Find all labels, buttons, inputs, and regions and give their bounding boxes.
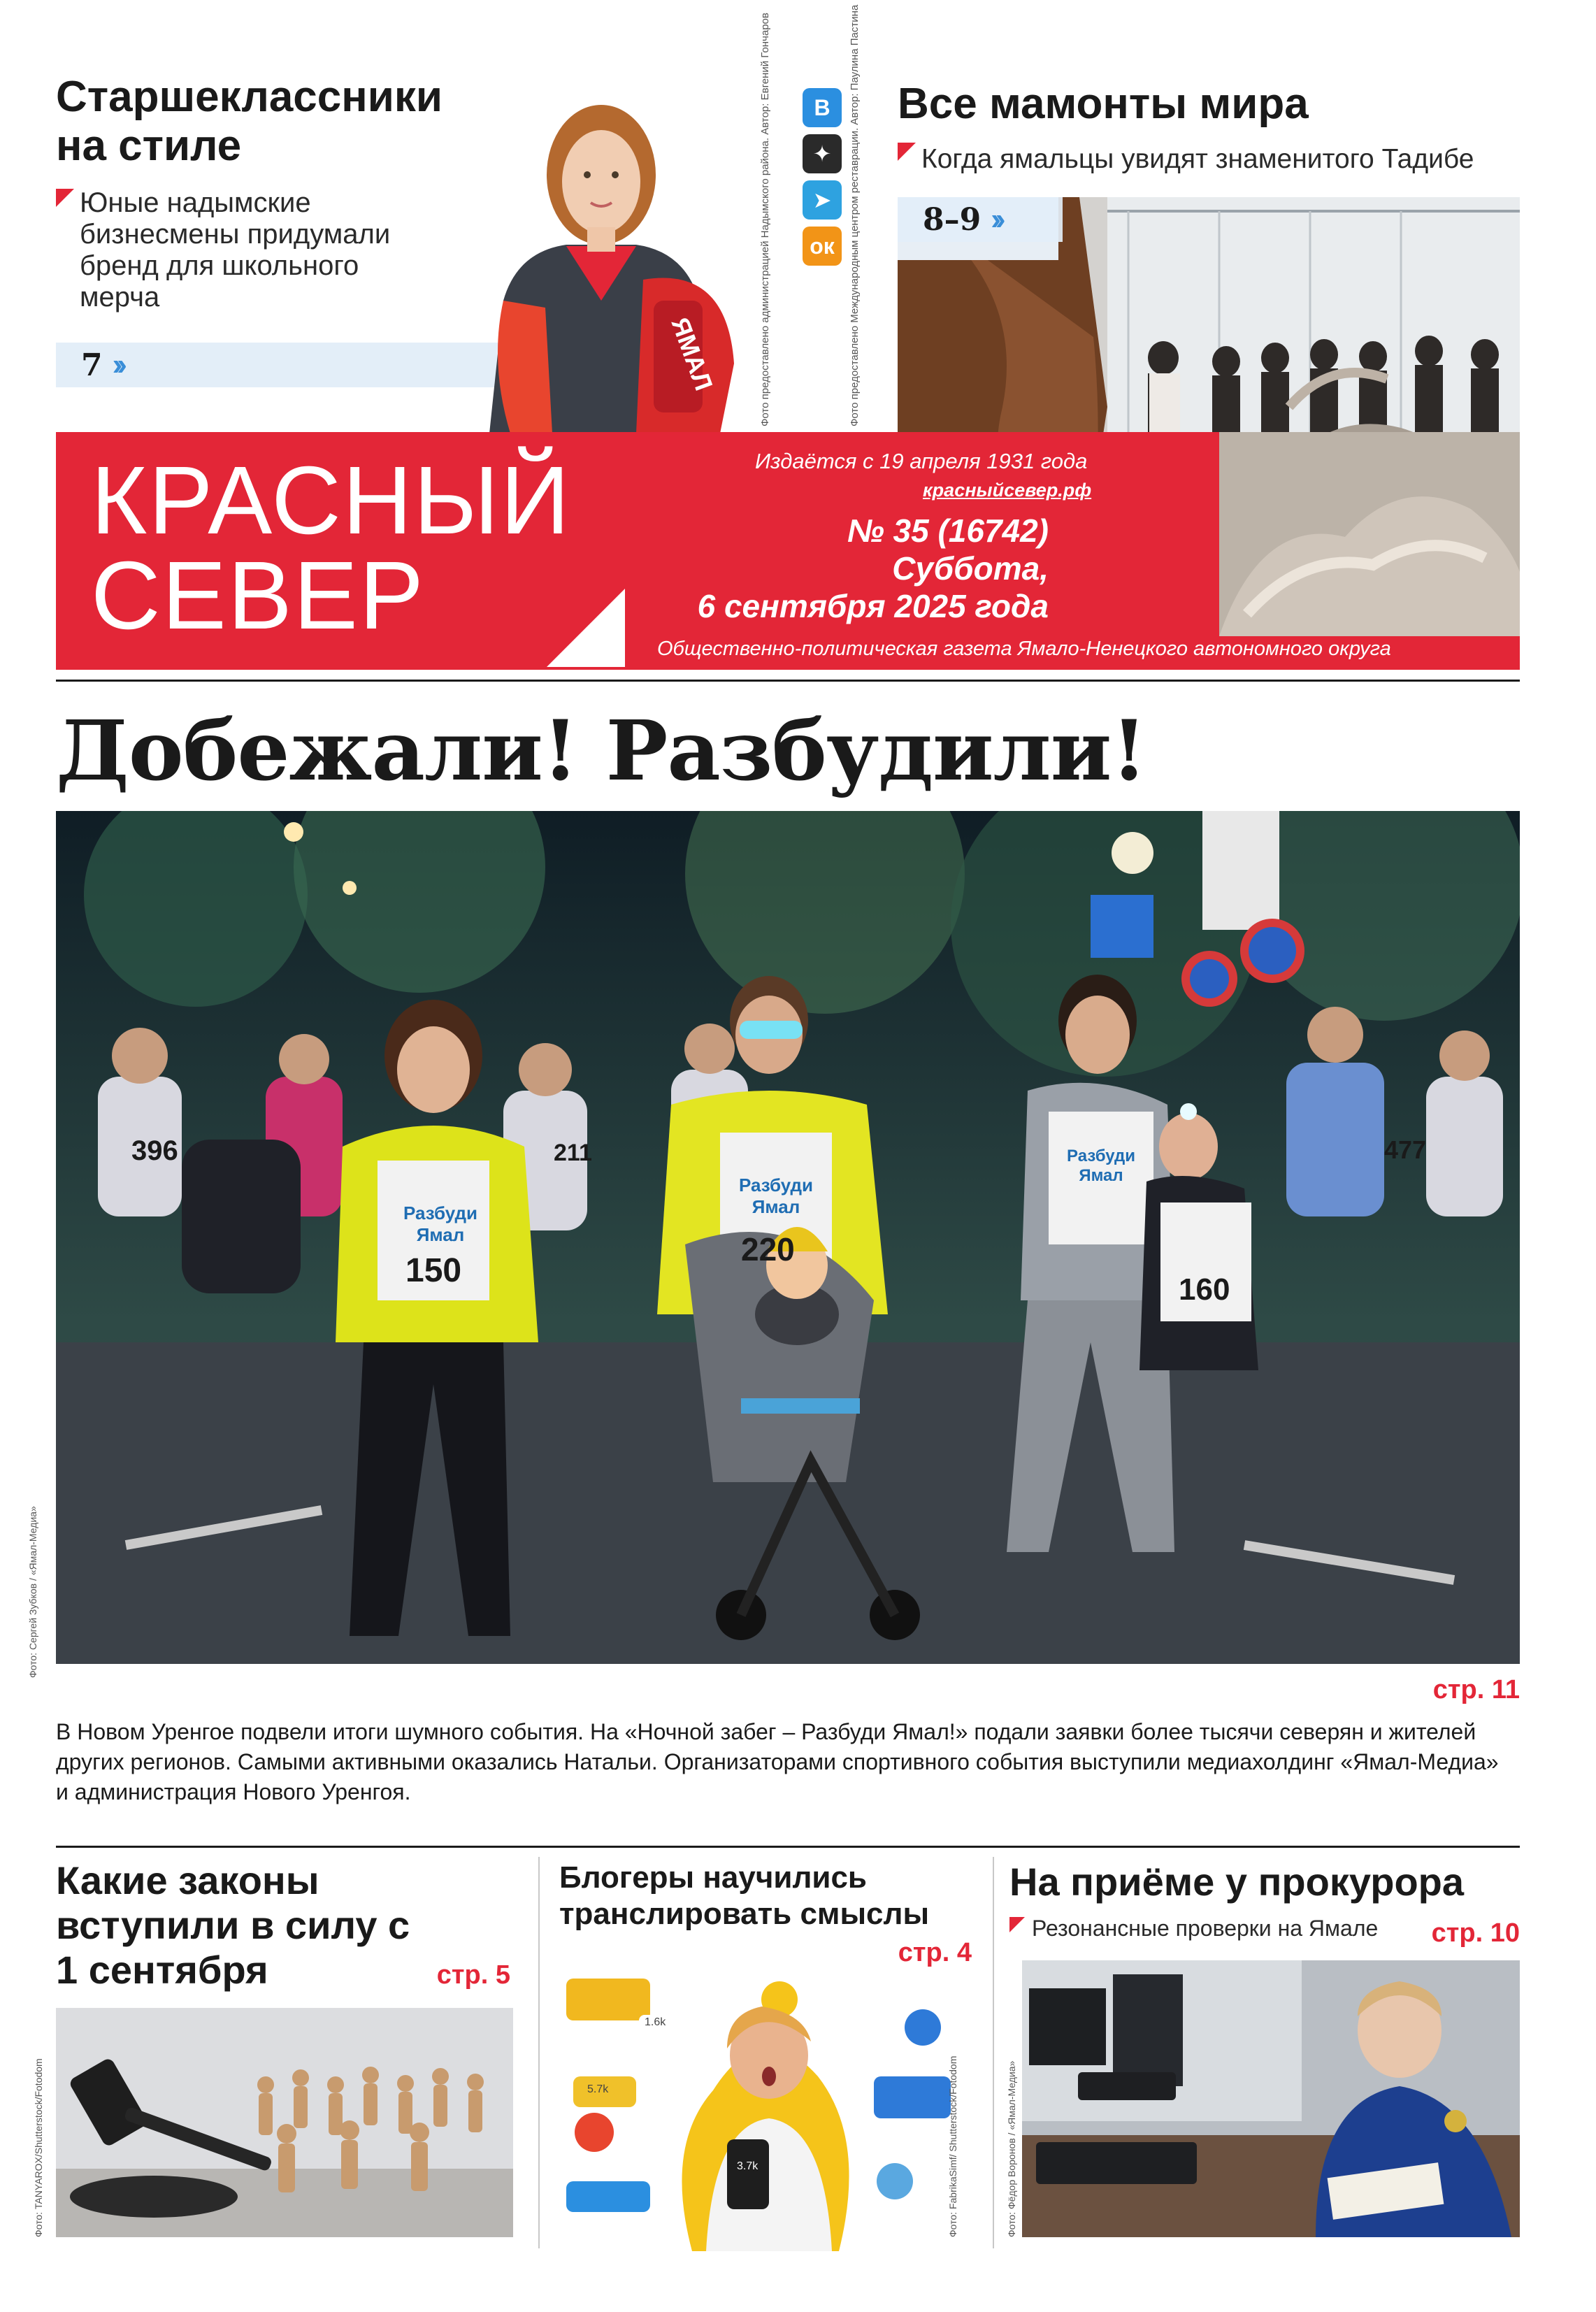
- shirt-logo: Разбуди Ямал: [1067, 1147, 1135, 1185]
- prosecutor-photo: [1022, 1960, 1520, 2237]
- vk-icon[interactable]: В: [803, 88, 842, 127]
- red-corner-icon: [56, 189, 74, 207]
- masthead-title-line2: СЕВЕР: [91, 542, 425, 649]
- bottom-3-headline[interactable]: На приёме у прокурора: [1009, 1860, 1465, 1904]
- shirt-logo: Разбуди Ямал: [738, 1175, 814, 1217]
- page-number: 7: [81, 347, 103, 383]
- svg-text:ЯМАЛ: ЯМАЛ: [666, 313, 719, 394]
- red-corner-icon: [898, 143, 916, 161]
- teaser-right-lead: Когда ямальцы увидят знаменитого Тадибе: [921, 144, 1474, 174]
- photo-credit-right: Фото предоставлено Международным центром реставрации. Автор: Паулина Пастина: [849, 4, 861, 426]
- issue-number: № 35 (16742): [847, 512, 1049, 549]
- teaser-left-lead: Юные надымские бизнесмены придумали бренд для школьного мерча: [80, 187, 391, 313]
- main-headline[interactable]: Добежали! Разбудили!: [56, 702, 1147, 799]
- section-rule: [56, 1846, 1520, 1848]
- bib-number: 160: [1179, 1272, 1230, 1307]
- bubble-count: 3.7k: [737, 2160, 759, 2172]
- masthead-since: Издаётся с 19 апреля 1931 года: [755, 449, 1088, 473]
- main-page-ref[interactable]: стр. 11: [1432, 1675, 1520, 1704]
- red-corner-icon: [1009, 1917, 1025, 1932]
- masthead-issue: [629, 512, 1049, 625]
- column-divider: [538, 1857, 540, 2248]
- bottom-1-photo-credit: Фото: TANYAROX/Shutterstock/Fotodom: [33, 2058, 44, 2237]
- bib-number: 220: [741, 1231, 795, 1268]
- bottom-3-lead: Резонансные проверки на Ямале: [1032, 1916, 1379, 1941]
- chevron-right-icon: ››: [991, 202, 1000, 236]
- gavel-photo: [56, 2008, 513, 2237]
- masthead-title-line1: КРАСНЫЙ: [91, 447, 571, 554]
- bottom-1-headline[interactable]: Какие законы вступили в силу с 1 сентября: [56, 1858, 410, 1992]
- bib-number: 396: [131, 1135, 178, 1166]
- column-divider: [993, 1857, 994, 2248]
- student-photo: [461, 70, 741, 433]
- bib-number: 150: [405, 1252, 462, 1289]
- issue-weekday: Суббота,: [892, 550, 1049, 587]
- ok-icon[interactable]: ок: [803, 227, 842, 266]
- telegram-icon[interactable]: ➤: [803, 180, 842, 220]
- bottom-2-headline[interactable]: Блогеры научились транслировать смыслы: [559, 1860, 930, 1931]
- masthead-triangle-icon: [547, 589, 625, 667]
- photo-credit-left: Фото предоставлено администрацией Надымского района. Автор: Евгений Гончаров: [759, 13, 771, 426]
- mammoth-photo-overlap: [1219, 432, 1520, 636]
- main-photo: [56, 811, 1520, 1664]
- teaser-left-headline[interactable]: Старшеклассники на стиле: [56, 73, 443, 170]
- bubble-count: 1.6k: [639, 2015, 671, 2030]
- bib-number: 477: [1384, 1135, 1427, 1164]
- main-lead: В Новом Уренгое подвели итоги шумного события. На «Ночной забег – Разбуди Ямал!» подали заявки более тысячи северян и жителей других регионов. Самыми активными оказались Натальи. Организаторами спортивного события выступили медиахолдинг «Ямал-Медиа» и администрация Нового Уренгоя.: [56, 1719, 1499, 1804]
- bubble-count: 5.7k: [587, 2083, 609, 2095]
- bottom-2-page-ref[interactable]: стр. 4: [898, 1938, 972, 1967]
- teaser-right-pageref[interactable]: [898, 197, 1063, 242]
- masthead-tagline: Общественно-политическая газета Ямало-Ненецкого автономного округа: [657, 638, 1391, 660]
- masthead-rule: [56, 680, 1520, 682]
- shirt-logo: Разбуди Ямал: [403, 1202, 478, 1245]
- issue-date: 6 сентября 2025 года: [697, 588, 1049, 624]
- masthead-site[interactable]: красныйсевер.рф: [923, 480, 1092, 501]
- chevron-right-icon: ››: [112, 347, 122, 382]
- rutube-icon[interactable]: ✦: [803, 134, 842, 173]
- blogger-illustration: [552, 1972, 972, 2251]
- bottom-1-page-ref[interactable]: стр. 5: [436, 1960, 510, 1990]
- bottom-3-photo-credit: Фото: Фёдор Воронов / «Ямал-Медиа»: [1006, 2060, 1017, 2237]
- teaser-right-headline[interactable]: Все мамонты мира: [898, 80, 1309, 128]
- bottom-2-photo-credit: Фото: FabrikaSimf/ Shutterstock/Fotodom: [947, 2055, 958, 2237]
- bottom-3-page-ref[interactable]: стр. 10: [1431, 1918, 1520, 1948]
- bib-number: 211: [554, 1140, 592, 1166]
- page-number: 8–9: [923, 201, 982, 238]
- social-icons: [803, 88, 842, 266]
- main-photo-credit: Фото: Сергей Зубков / «Ямал-Медиа»: [27, 1506, 38, 1678]
- teaser-left-pageref[interactable]: [56, 343, 501, 387]
